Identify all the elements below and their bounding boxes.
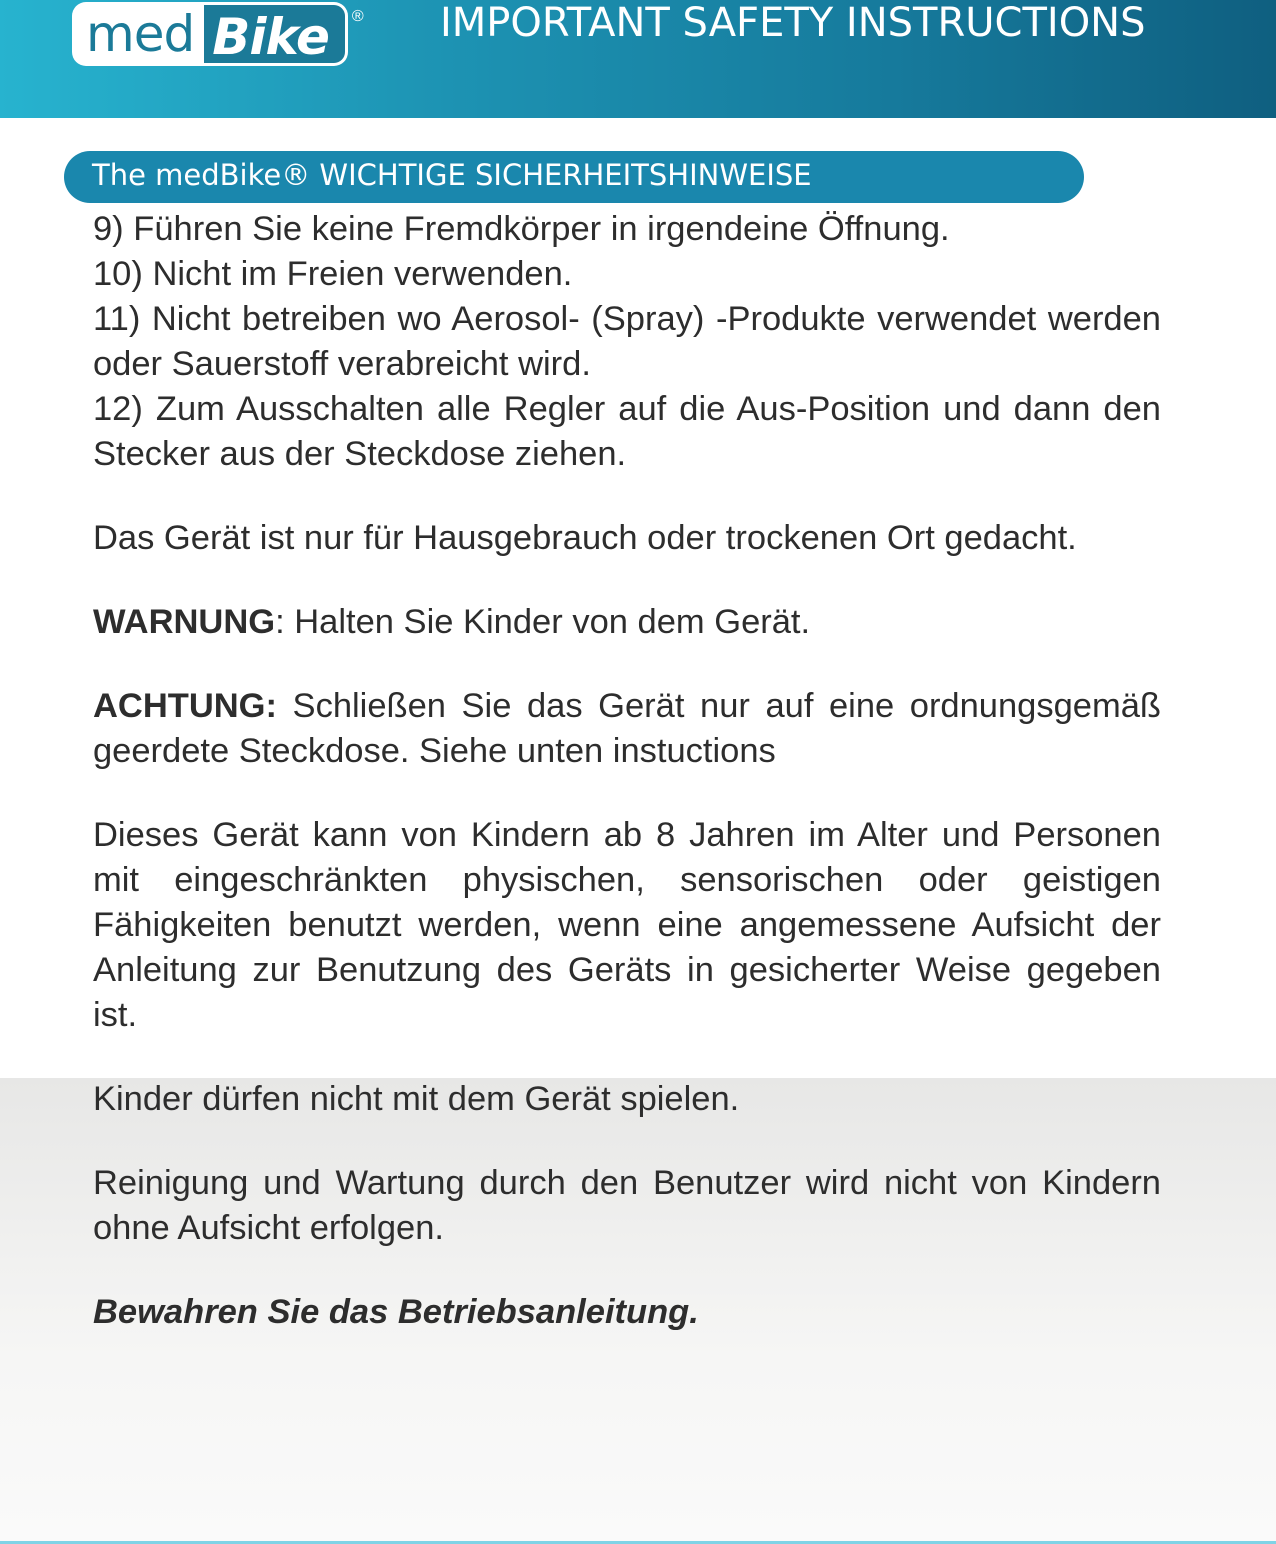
logo-med-text: med (72, 2, 204, 66)
medbike-logo (72, 2, 364, 66)
domestic-use-note: Das Gerät ist nur für Hausgebrauch oder trockenen Ort gedacht. (93, 519, 1077, 557)
instruction-item-11: 11) Nicht betreiben wo Aerosol- (Spray) -Produkte verwendet werden oder Sauerstoff verabreicht wird. (93, 300, 1161, 383)
children-supervision-paragraph: Dieses Gerät kann von Kindern ab 8 Jahren im Alter und Personen mit eingeschränkten physischen, sensorischen oder geistigen Fähigkeiten benutzt werden, wenn eine angemessene Aufsicht der Anleitung zur Benutzung des Geräts in gesicherter Weise gegeben ist. (93, 816, 1161, 1034)
warning-text: : Halten Sie Kinder von dem Gerät. (275, 603, 811, 641)
spacer (93, 645, 1161, 684)
warning-label: WARNUNG (93, 603, 276, 641)
keep-manual-paragraph: Bewahren Sie das Betriebsanleitung. (93, 1293, 699, 1331)
caution-paragraph (93, 684, 1161, 774)
instruction-item-12: 12) Zum Ausschalten alle Regler auf die Aus-Position und dann den Stecker aus der Steckdose ziehen. (93, 390, 1161, 473)
spacer (93, 561, 1161, 600)
page-header (0, 0, 1276, 118)
spacer (93, 1122, 1161, 1161)
caution-text: Schließen Sie das Gerät nur auf eine ordnungsgemäß geerdete Steckdose. Siehe unten instuctions (93, 687, 1161, 770)
children-play-paragraph: Kinder dürfen nicht mit dem Gerät spielen. (93, 1080, 740, 1118)
safety-content (93, 207, 1161, 1335)
warning-paragraph (93, 600, 1161, 645)
instruction-item-10: 10) Nicht im Freien verwenden. (93, 255, 573, 293)
spacer (93, 1251, 1161, 1290)
header-title: IMPORTANT SAFETY INSTRUCTIONS (440, 0, 1146, 46)
logo-registered-mark: ® (351, 8, 364, 25)
section-banner: The medBike® WICHTIGE SICHERHEITSHINWEISE (64, 151, 1084, 203)
caution-label: ACHTUNG: (93, 687, 277, 725)
spacer (93, 774, 1161, 813)
cleaning-paragraph: Reinigung und Wartung durch den Benutzer wird nicht von Kindern ohne Aufsicht erfolgen. (93, 1164, 1161, 1247)
spacer (93, 1038, 1161, 1077)
spacer (93, 477, 1161, 516)
instruction-item-9: 9) Führen Sie keine Fremdkörper in irgendeine Öffnung. (93, 210, 950, 248)
logo-bike-text: Bike (204, 2, 348, 66)
